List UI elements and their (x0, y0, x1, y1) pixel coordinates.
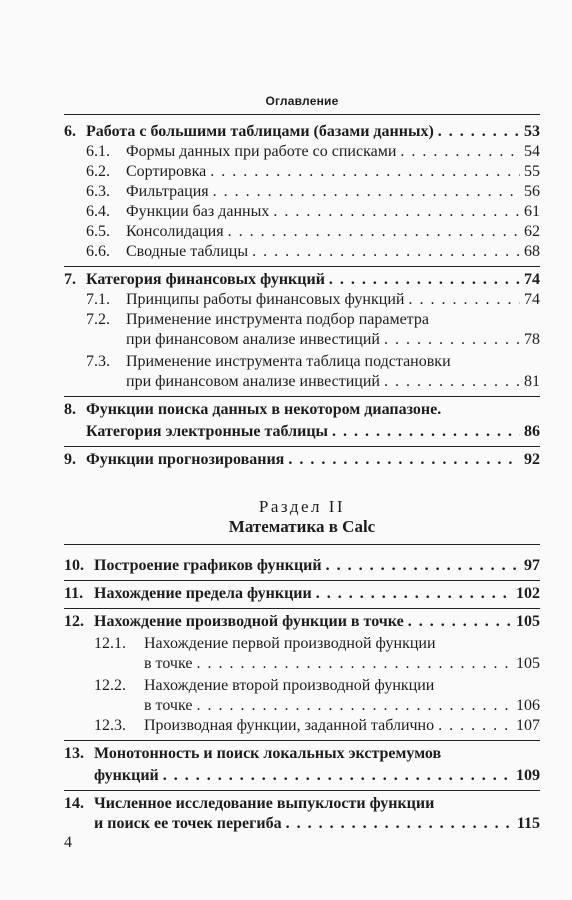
leader-dots (384, 330, 520, 350)
entry-page: 107 (516, 717, 540, 734)
entry-title-line1: Нахождение второй производной функции (144, 677, 435, 694)
section-divider (64, 740, 540, 741)
entry-title: Нахождение предела функции (94, 585, 312, 602)
entry-number: 7. (64, 271, 76, 288)
leader-dots (210, 162, 520, 182)
entry-number: 7.3. (86, 353, 110, 370)
section-title: Математика в Calc (228, 517, 376, 536)
entry-number: 8. (64, 401, 76, 418)
entry-title: в точке (144, 655, 193, 672)
section-divider (64, 544, 540, 545)
entry-title-line1: Монотонность и поиск локальных экстремумов (94, 745, 442, 762)
leader-dots (316, 584, 512, 604)
leader-dots (329, 270, 520, 290)
entry-number: 12.2. (94, 677, 126, 694)
section-divider (64, 396, 540, 397)
entry-page: 115 (516, 815, 540, 832)
entry-number: 10. (64, 557, 84, 574)
entry-page: 61 (524, 203, 540, 220)
entry-page: 55 (524, 163, 540, 180)
entry-page: 78 (524, 331, 540, 348)
section-divider (64, 446, 540, 447)
leader-dots (384, 372, 520, 392)
entry-number: 13. (64, 745, 84, 762)
entry-page: 74 (524, 271, 540, 288)
entry-number: 6.5. (86, 223, 110, 240)
entry-number: 6.1. (86, 143, 110, 160)
section-heading: Раздел II (258, 497, 346, 516)
entry-number: 6.6. (86, 243, 110, 260)
section-divider (64, 608, 540, 609)
entry-page: 53 (524, 123, 540, 140)
entry-title: Сортировка (126, 163, 207, 180)
leader-dots (408, 612, 512, 632)
entry-title: при финансовом анализе инвестиций (126, 373, 380, 390)
leader-dots (163, 766, 512, 786)
section-divider (64, 266, 540, 267)
entry-page: 102 (516, 585, 540, 602)
entry-page: 106 (516, 697, 540, 714)
entry-title: в точке (144, 697, 193, 714)
entry-title: и поиск ее точек перегиба (94, 815, 282, 832)
leader-dots (286, 814, 513, 834)
entry-number: 6.4. (86, 203, 110, 220)
entry-page: 62 (524, 223, 540, 240)
entry-number: 12. (64, 613, 84, 630)
entry-number: 7.1. (86, 291, 110, 308)
entry-title: Консолидация (126, 223, 224, 240)
running-header: Оглавление (265, 94, 339, 108)
entry-title-line1: Численное исследование выпуклости функции (94, 795, 435, 812)
entry-number: 12.1. (94, 635, 126, 652)
leader-dots (196, 696, 512, 716)
entry-title-line1: Нахождение первой производной функции (144, 635, 436, 652)
leader-dots (213, 182, 520, 202)
entry-title: при финансовом анализе инвестиций (126, 331, 380, 348)
entry-page: 105 (516, 613, 540, 630)
entry-page: 105 (516, 655, 540, 672)
leader-dots (228, 222, 520, 242)
entry-title: Нахождение производной функции в точке (94, 613, 404, 630)
entry-title: Категория финансовых функций (86, 271, 325, 288)
entry-title: функций (94, 767, 159, 784)
entry-page: 68 (524, 243, 540, 260)
entry-page: 109 (516, 767, 540, 784)
entry-title: Категория электронные таблицы (86, 423, 329, 440)
entry-title-line1: Функции поиска данных в некотором диапазоне. (86, 401, 442, 418)
entry-number: 14. (64, 795, 84, 812)
entry-page: 54 (524, 143, 540, 160)
entry-page: 74 (524, 291, 540, 308)
entry-title: Производная функции, заданной таблично (144, 717, 435, 734)
leader-dots (273, 202, 520, 222)
entry-number: 9. (64, 451, 76, 468)
entry-title: Работа с большими таблицами (базами данных) (86, 123, 434, 140)
entry-number: 7.2. (86, 311, 110, 328)
entry-title: Формы данных при работе со списками (126, 143, 397, 160)
leader-dots (438, 122, 520, 142)
entry-title: Фильтрация (126, 183, 209, 200)
leader-dots (326, 556, 520, 576)
entry-title: Построение графиков функций (94, 557, 322, 574)
leader-dots (196, 654, 512, 674)
entry-number: 11. (64, 585, 84, 602)
entry-title: Функции баз данных (126, 203, 270, 220)
header-rule (64, 114, 540, 115)
entry-title: Функции прогнозирования (86, 451, 285, 468)
page-number: 4 (64, 834, 72, 851)
entry-title: Принципы работы финансовых функций (126, 291, 405, 308)
leader-dots (288, 450, 520, 470)
section-divider (64, 790, 540, 791)
section-divider (64, 580, 540, 581)
leader-dots (438, 716, 512, 736)
entry-page: 86 (524, 423, 540, 440)
entry-page: 81 (524, 373, 540, 390)
entry-title: Сводные таблицы (126, 243, 249, 260)
entry-number: 6.2. (86, 163, 110, 180)
entry-title-line1: Применение инструмента таблица подстановки (126, 353, 451, 370)
entry-title-line1: Применение инструмента подбор параметра (126, 311, 429, 328)
entry-page: 56 (524, 183, 540, 200)
entry-page: 97 (524, 557, 540, 574)
leader-dots (408, 290, 520, 310)
leader-dots (400, 142, 520, 162)
entry-number: 6.3. (86, 183, 110, 200)
leader-dots (332, 422, 520, 442)
leader-dots (252, 242, 520, 262)
entry-page: 92 (524, 451, 540, 468)
entry-number: 6. (64, 123, 76, 140)
entry-number: 12.3. (94, 717, 126, 734)
